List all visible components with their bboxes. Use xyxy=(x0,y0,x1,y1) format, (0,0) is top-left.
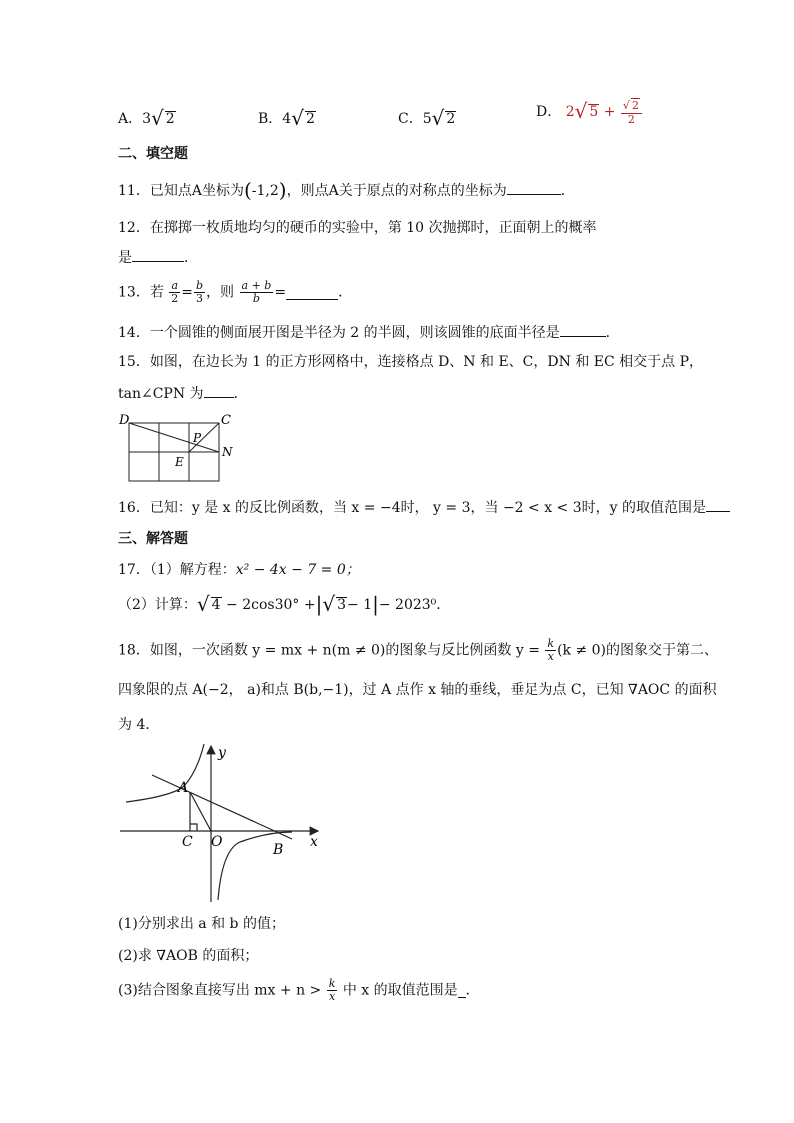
question-17-part1: 17．（1）解方程：x² − 4x − 7 = 0； xyxy=(118,562,360,578)
section-title-fill: 二、填空题 xyxy=(118,146,188,162)
question-11: 11．已知点A坐标为(-1,2)，则点A关于原点的对称点的坐标为 ． xyxy=(118,178,575,202)
label-A: A xyxy=(178,780,189,796)
label-N: N xyxy=(222,445,233,459)
option-a[interactable]: A．3√ 2 xyxy=(118,106,175,130)
option-c[interactable]: C．5√ 2 xyxy=(398,106,456,130)
label-y: y xyxy=(218,745,226,761)
question-18-line1: 18．如图，一次函数 y = mx + n(m ≠ 0)的图象与反比例函数 y = $\frac{k}{x}$ (k ≠ 0)的图象交于第二、 xyxy=(118,637,719,663)
label-P: P xyxy=(193,431,202,445)
label-C: C xyxy=(182,834,193,850)
section-title-answer: 三、解答题 xyxy=(118,531,188,547)
answer-blank-13[interactable] xyxy=(286,285,338,300)
grid-figure-15 xyxy=(118,408,248,488)
linear-function-line xyxy=(152,775,292,839)
question-17-part2: （2）计算：√ 4 − 2cos30° +|√ 3− 1|− 2023⁰． xyxy=(118,592,451,616)
answer-blank-16[interactable] xyxy=(706,497,730,512)
right-angle-mark xyxy=(190,824,197,831)
question-18-line3: 为 4． xyxy=(118,717,160,733)
question-15-line2: tan∠CPN 为 ． xyxy=(118,383,248,404)
question-18-sub1: (1)分别求出 a 和 b 的值； xyxy=(118,916,285,932)
question-14: 14．一个圆锥的侧面展开图是半径为 2 的半圆，则该圆锥的底面半径是 ． xyxy=(118,322,620,343)
question-18-sub3: (3)结合图象直接写出 mx + n > $\frac{k}{x}$ 中 x 的取值范围是 ． xyxy=(118,977,480,1003)
option-b[interactable]: B．4√ 2 xyxy=(258,106,315,130)
label-C: C xyxy=(221,413,231,428)
question-15-line1: 15．如图，在边长为 1 的正方形网格中，连接格点 D、N 和 E、C，DN 和 EC 相交于点 P， xyxy=(118,354,704,370)
answer-blank-12[interactable] xyxy=(132,247,184,262)
question-16: 16．已知：y 是 x 的反比例函数，当 x = −4时， y = 3，当 −2 < x < 3时，y 的取值范围是 xyxy=(118,497,730,518)
options-row xyxy=(118,108,176,129)
option-d[interactable]: D． 2√ 5 + $\frac{√ 2}{2}$ xyxy=(536,98,643,126)
label-B: B xyxy=(273,842,284,858)
label-x: x xyxy=(310,834,318,850)
label-D: D xyxy=(119,413,130,428)
question-18-sub2: (2)求 ∇AOB 的面积； xyxy=(118,948,259,964)
question-12-line1: 12．在掷掷一枚质地均匀的硬币的实验中，第 10 次抛掷时，正面朝上的概率 xyxy=(118,220,597,236)
graph-figure-18 xyxy=(118,742,328,906)
segment-AO xyxy=(190,792,211,831)
answer-blank-14[interactable] xyxy=(560,322,606,337)
answer-blank-18-3[interactable] xyxy=(458,983,466,998)
answer-blank-11[interactable] xyxy=(507,180,561,195)
question-12-line2: 是 ． xyxy=(118,247,198,268)
segment-DN xyxy=(129,423,219,452)
question-18-line2: 四象限的点 A(−2， a)和点 B(b,−1)，过 A 点作 x 轴的垂线，垂足为点 C，已知 ∇AOC 的面积 xyxy=(118,682,717,698)
label-E: E xyxy=(175,455,184,469)
question-13: 13．若 $\frac{a}{2}$ = $\frac{b}{3}$ ，则 $\frac{a + b}{b}$ = ． xyxy=(118,279,353,305)
label-O: O xyxy=(211,834,223,850)
answer-blank-15[interactable] xyxy=(204,383,234,398)
